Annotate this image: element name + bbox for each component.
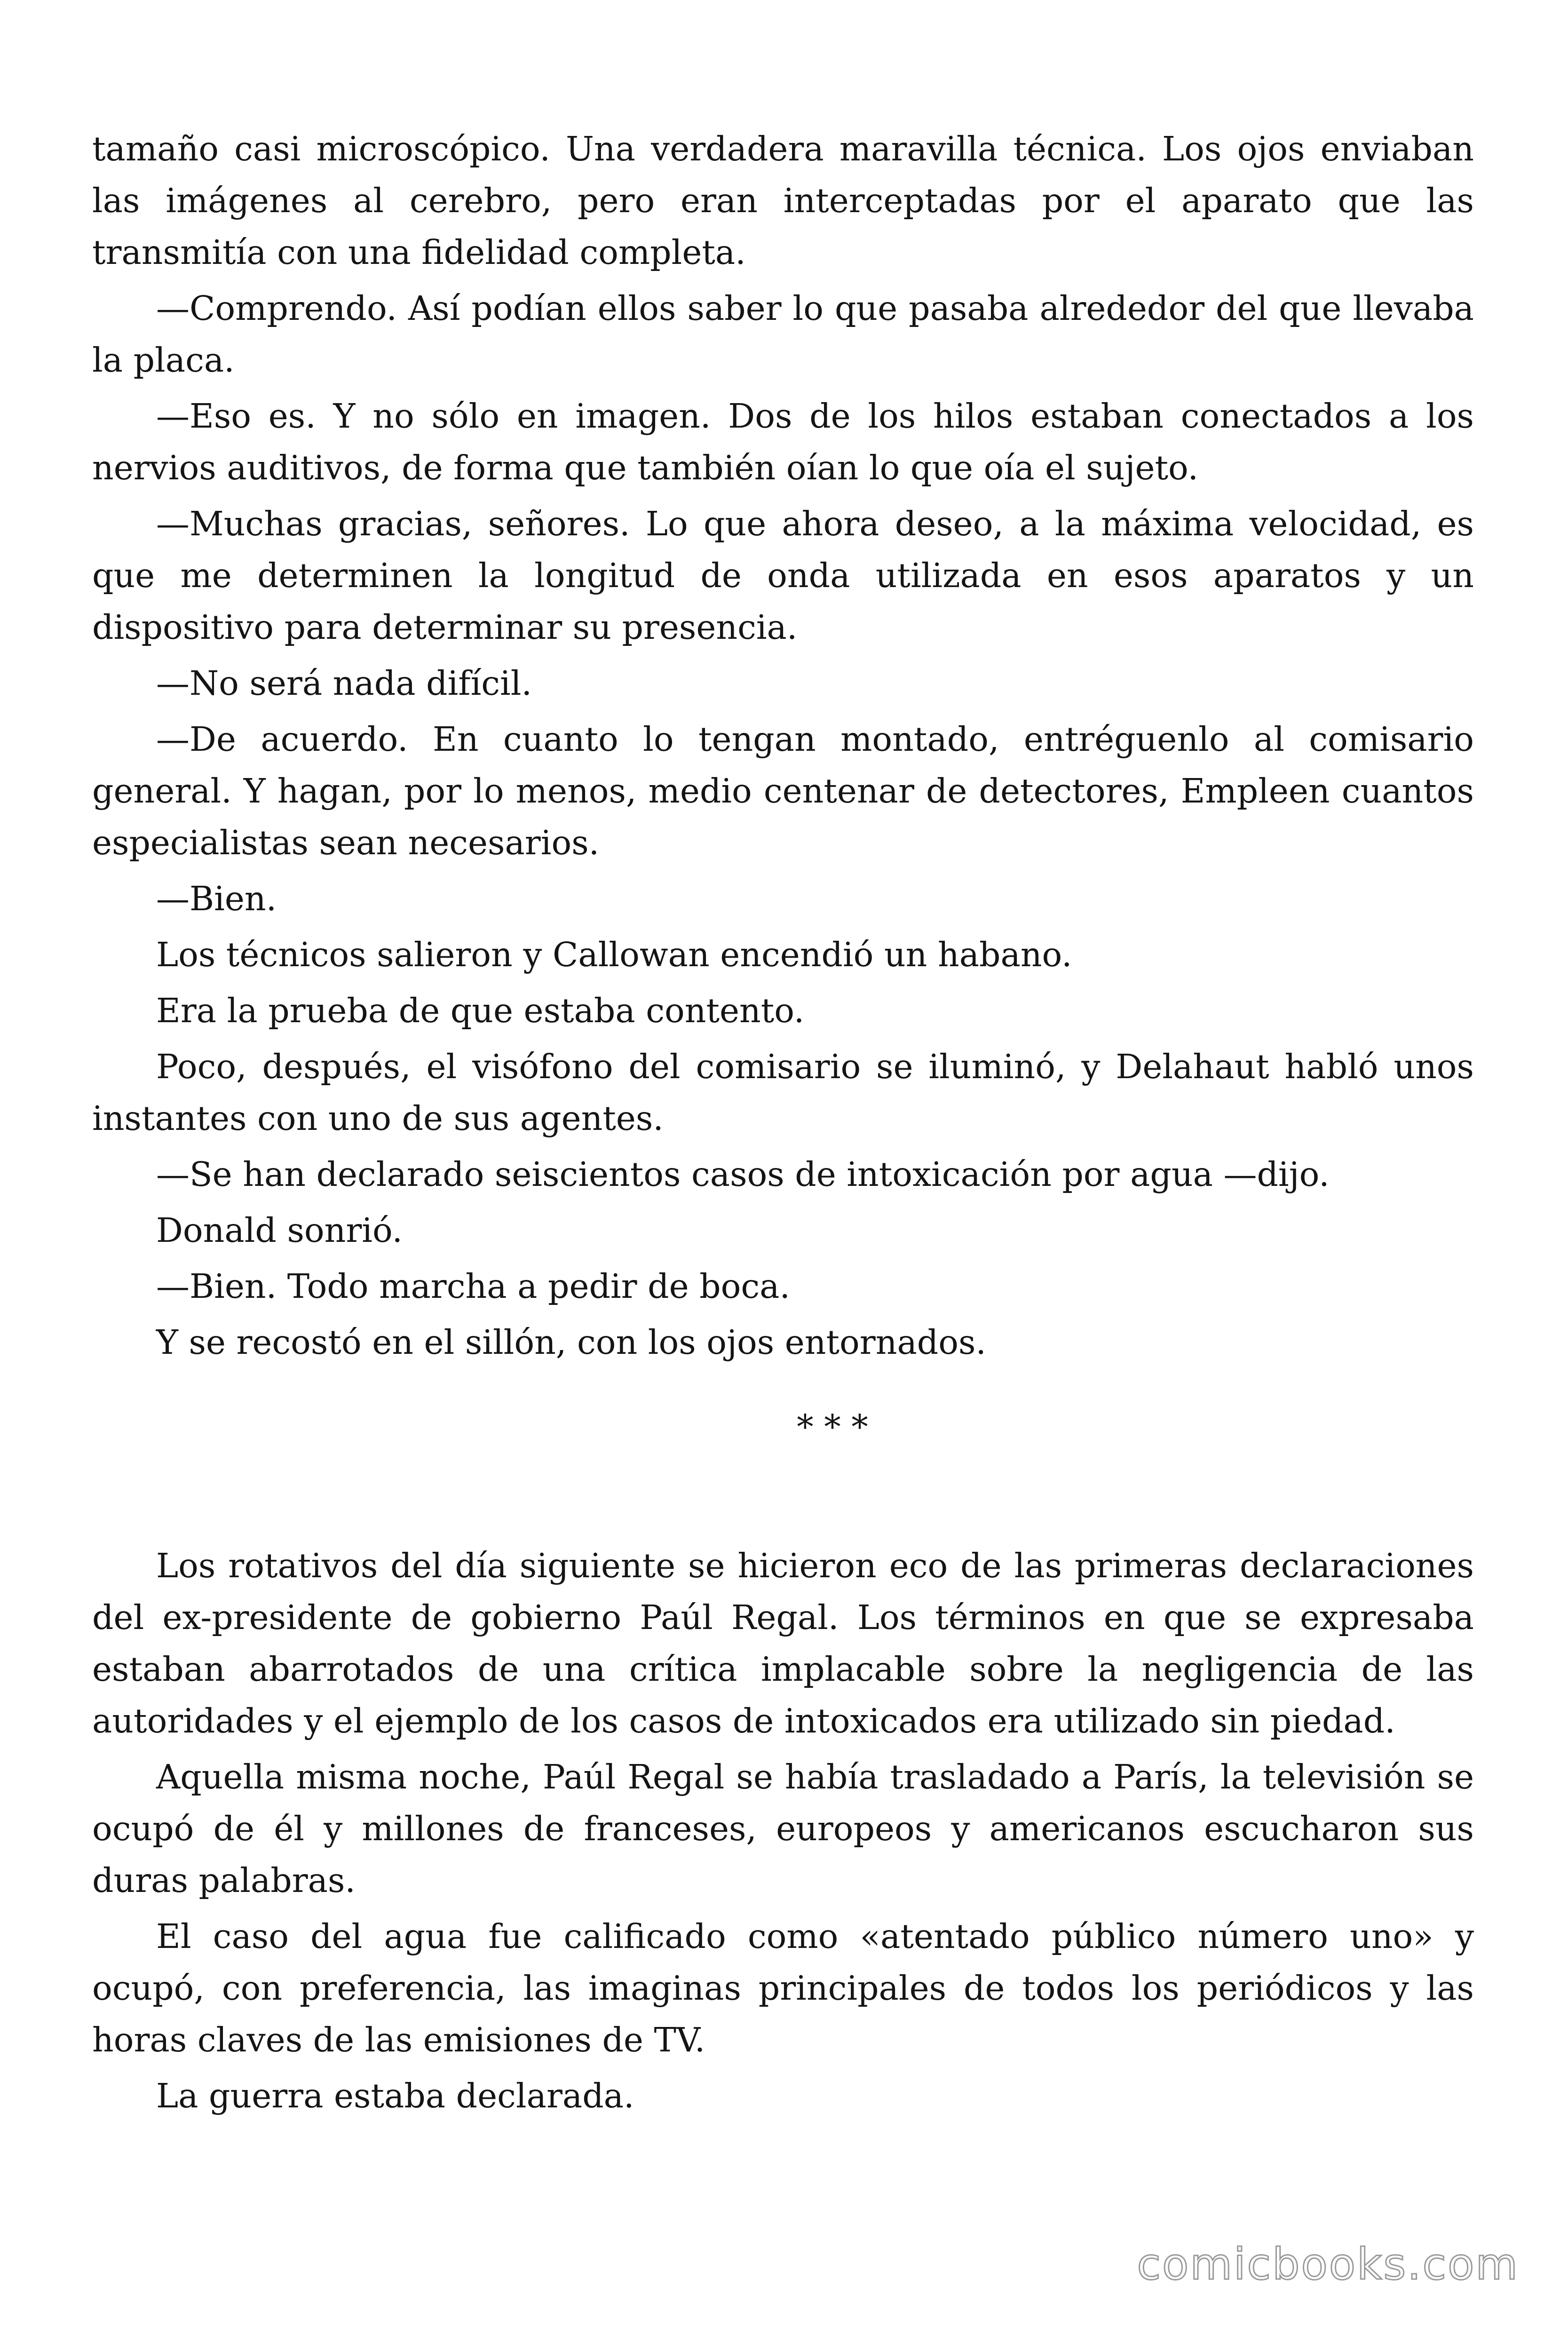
book-page [92,123,1474,2126]
dialogue-line: —Se han declarado seiscientos casos de intoxicación por agua —dijo. [156,1155,1330,1194]
paragraph: Aquella misma noche, Paúl Regal se había trasladado a París, la televisión se ocupó de él y millones de franceses, europeos y americanos escucharon sus duras palabras. [92,1757,1474,1900]
paragraph: Los rotativos del día siguiente se hicieron eco de las primeras declaraciones del ex-presidente de gobierno Paúl Regal. Los términos en que se expresaba estaban abarrotados de una crítica implacable sobre la negligencia de las autoridades y el ejemplo de los casos de intoxicados era utilizado sin piedad. [92,1546,1474,1740]
text-block-before-separator [92,123,1474,1368]
paragraph: Era la prueba de que estaba contento. [156,991,805,1030]
watermark-logo: comicbooks.com [1137,2239,1519,2289]
dialogue-line: —Comprendo. Así podían ellos saber lo que pasaba alrededor del que llevaba la placa. [92,289,1474,380]
dialogue-line: —Eso es. Y no sólo en imagen. Dos de los hilos estaban conectados a los nervios auditivos, de forma que también oían lo que oía el sujeto. [92,397,1474,487]
paragraph: Los técnicos salieron y Callowan encendió un habano. [156,935,1072,974]
paragraph: El caso del agua fue calificado como «atentado público número uno» y ocupó, con preferencia, las imaginas principales de todos los periódicos y las horas claves de las emisiones de TV. [92,1917,1474,2059]
paragraph: Y se recostó en el sillón, con los ojos entornados. [156,1323,986,1362]
dialogue-line: —Bien. Todo marcha a pedir de boca. [156,1267,791,1306]
text-block-after-separator [92,1540,1474,2122]
dialogue-line: —No será nada difícil. [156,664,532,703]
dialogue-line: —De acuerdo. En cuanto lo tengan montado, entréguenlo al comisario general. Y hagan, por lo menos, medio centenar de detectores, Empleen cuantos especialistas sean necesarios. [92,720,1474,862]
dialogue-line: —Muchas gracias, señores. Lo que ahora deseo, a la máxima velocidad, es que me determinen la longitud de onda utilizada en esos aparatos y un dispositivo para determinar su presencia. [92,504,1474,647]
dialogue-line: —Bien. [156,879,277,918]
paragraph: tamaño casi microscópico. Una verdadera maravilla técnica. Los ojos enviaban las imágenes al cerebro, pero eran interceptadas por el aparato que las transmitía con una fidelidad completa. [92,129,1474,272]
paragraph: Poco, después, el visófono del comisario se iluminó, y Delahaut habló unos instantes con uno de sus agentes. [92,1047,1474,1138]
paragraph: La guerra estaba declarada. [156,2076,634,2115]
paragraph: Donald sonrió. [156,1211,403,1250]
scene-separator: * * * [797,1407,868,1446]
